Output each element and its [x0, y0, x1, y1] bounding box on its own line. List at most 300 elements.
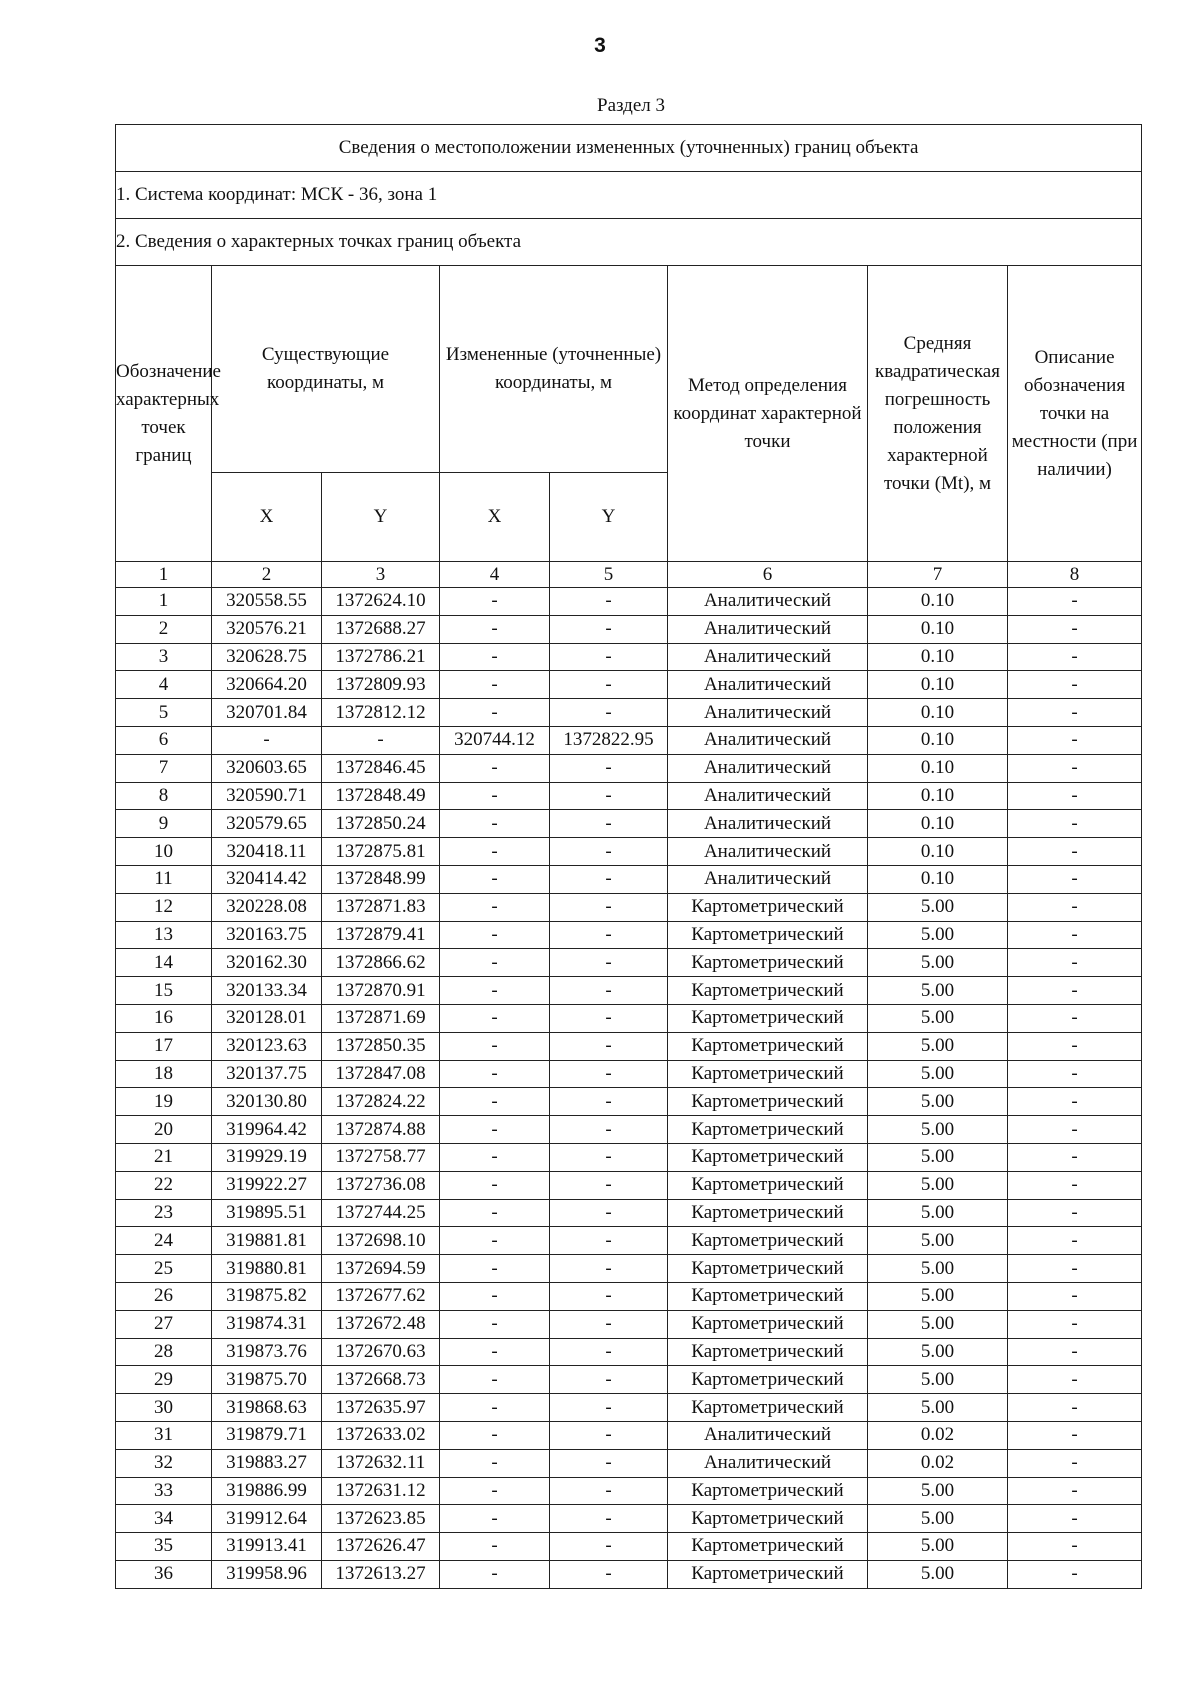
- cell-changed-x: -: [440, 1449, 550, 1477]
- cell-existing-y: 1372870.91: [322, 977, 440, 1005]
- cell-changed-y: -: [550, 977, 668, 1005]
- cell-method: Картометрический: [668, 949, 868, 977]
- cell-existing-x: 319879.71: [212, 1421, 322, 1449]
- cell-point-number: 15: [116, 977, 212, 1005]
- cell-point-number: 36: [116, 1560, 212, 1588]
- table-row: [116, 1032, 1142, 1060]
- cell-description: -: [1008, 782, 1142, 810]
- header-description: Описание обозначения точки на местности (при наличии): [1008, 266, 1142, 562]
- table-row: [116, 782, 1142, 810]
- cell-existing-y: 1372786.21: [322, 643, 440, 671]
- cell-existing-y: 1372879.41: [322, 921, 440, 949]
- column-number: 6: [668, 562, 868, 588]
- cell-existing-y: 1372613.27: [322, 1560, 440, 1588]
- cell-existing-x: 320603.65: [212, 754, 322, 782]
- cell-changed-y: -: [550, 782, 668, 810]
- cell-description: -: [1008, 949, 1142, 977]
- cell-error: 5.00: [868, 1255, 1008, 1283]
- cell-point-number: 11: [116, 865, 212, 893]
- cell-changed-y: -: [550, 865, 668, 893]
- cell-error: 5.00: [868, 1338, 1008, 1366]
- table-row: [116, 838, 1142, 866]
- cell-changed-x: -: [440, 977, 550, 1005]
- cell-error: 5.00: [868, 977, 1008, 1005]
- cell-existing-y: 1372812.12: [322, 699, 440, 727]
- cell-description: -: [1008, 1199, 1142, 1227]
- cell-point-number: 4: [116, 671, 212, 699]
- cell-changed-x: -: [440, 1282, 550, 1310]
- cell-changed-x: -: [440, 1477, 550, 1505]
- cell-error: 5.00: [868, 1394, 1008, 1422]
- cell-point-number: 13: [116, 921, 212, 949]
- cell-description: -: [1008, 921, 1142, 949]
- table-row: [116, 810, 1142, 838]
- cell-error: 5.00: [868, 1560, 1008, 1588]
- table-row: [116, 1505, 1142, 1533]
- cell-description: -: [1008, 615, 1142, 643]
- cell-changed-y: -: [550, 1505, 668, 1533]
- cell-changed-x: -: [440, 1088, 550, 1116]
- cell-point-number: 25: [116, 1255, 212, 1283]
- cell-changed-x: -: [440, 1366, 550, 1394]
- cell-method: Картометрический: [668, 1255, 868, 1283]
- cell-error: 5.00: [868, 1477, 1008, 1505]
- cell-description: -: [1008, 838, 1142, 866]
- cell-method: Картометрический: [668, 977, 868, 1005]
- cell-existing-y: 1372624.10: [322, 588, 440, 616]
- cell-error: 0.10: [868, 643, 1008, 671]
- table-row: [116, 1282, 1142, 1310]
- cell-description: -: [1008, 726, 1142, 754]
- cell-point-number: 19: [116, 1088, 212, 1116]
- column-number: 1: [116, 562, 212, 588]
- cell-changed-x: -: [440, 1533, 550, 1561]
- cell-changed-y: -: [550, 1533, 668, 1561]
- cell-method: Картометрический: [668, 1560, 868, 1588]
- cell-point-number: 12: [116, 893, 212, 921]
- cell-changed-x: -: [440, 1004, 550, 1032]
- cell-error: 0.02: [868, 1421, 1008, 1449]
- cell-error: 0.10: [868, 754, 1008, 782]
- cell-existing-y: 1372874.88: [322, 1116, 440, 1144]
- table-row: [116, 643, 1142, 671]
- cell-error: 0.10: [868, 671, 1008, 699]
- column-number: 2: [212, 562, 322, 588]
- cell-changed-y: -: [550, 1227, 668, 1255]
- cell-existing-x: 320163.75: [212, 921, 322, 949]
- cell-changed-y: -: [550, 754, 668, 782]
- cell-description: -: [1008, 643, 1142, 671]
- cell-existing-y: 1372848.49: [322, 782, 440, 810]
- cell-method: Аналитический: [668, 810, 868, 838]
- cell-method: Картометрический: [668, 893, 868, 921]
- cell-changed-y: -: [550, 1282, 668, 1310]
- cell-method: Картометрический: [668, 1366, 868, 1394]
- table-row: [116, 588, 1142, 616]
- cell-error: 5.00: [868, 921, 1008, 949]
- table-row: [116, 1560, 1142, 1588]
- cell-changed-y: -: [550, 643, 668, 671]
- cell-existing-x: 319875.82: [212, 1282, 322, 1310]
- table-row: [116, 1116, 1142, 1144]
- cell-existing-y: 1372672.48: [322, 1310, 440, 1338]
- cell-point-number: 17: [116, 1032, 212, 1060]
- cell-changed-y: -: [550, 1143, 668, 1171]
- cell-point-number: 10: [116, 838, 212, 866]
- cell-point-number: 16: [116, 1004, 212, 1032]
- cell-point-number: 24: [116, 1227, 212, 1255]
- cell-description: -: [1008, 754, 1142, 782]
- cell-description: -: [1008, 1227, 1142, 1255]
- cell-description: -: [1008, 1366, 1142, 1394]
- cell-changed-x: -: [440, 921, 550, 949]
- cell-point-number: 18: [116, 1060, 212, 1088]
- cell-changed-y: -: [550, 1255, 668, 1283]
- cell-method: Аналитический: [668, 615, 868, 643]
- cell-existing-x: 320123.63: [212, 1032, 322, 1060]
- cell-existing-x: 319881.81: [212, 1227, 322, 1255]
- cell-existing-y: 1372871.69: [322, 1004, 440, 1032]
- table-row: [116, 1227, 1142, 1255]
- cell-changed-y: -: [550, 699, 668, 727]
- cell-changed-y: -: [550, 1310, 668, 1338]
- cell-method: Картометрический: [668, 1088, 868, 1116]
- cell-point-number: 1: [116, 588, 212, 616]
- cell-existing-x: 319868.63: [212, 1394, 322, 1422]
- header-existing-y: Y: [322, 473, 440, 562]
- cell-existing-y: 1372633.02: [322, 1421, 440, 1449]
- cell-existing-y: 1372698.10: [322, 1227, 440, 1255]
- cell-existing-x: 319964.42: [212, 1116, 322, 1144]
- cell-existing-y: 1372694.59: [322, 1255, 440, 1283]
- cell-existing-x: 320137.75: [212, 1060, 322, 1088]
- cell-method: Картометрический: [668, 1477, 868, 1505]
- cell-description: -: [1008, 1088, 1142, 1116]
- cell-point-number: 14: [116, 949, 212, 977]
- cell-point-number: 33: [116, 1477, 212, 1505]
- cell-method: Аналитический: [668, 643, 868, 671]
- cell-changed-y: -: [550, 671, 668, 699]
- cell-existing-x: 320133.34: [212, 977, 322, 1005]
- cell-changed-x: -: [440, 1227, 550, 1255]
- cell-description: -: [1008, 1143, 1142, 1171]
- cell-existing-y: 1372635.97: [322, 1394, 440, 1422]
- cell-changed-y: -: [550, 1366, 668, 1394]
- cell-method: Картометрический: [668, 1338, 868, 1366]
- table-row: [116, 949, 1142, 977]
- page-number: 3: [594, 34, 606, 57]
- table-row: [116, 1338, 1142, 1366]
- cell-method: Аналитический: [668, 726, 868, 754]
- cell-point-number: 27: [116, 1310, 212, 1338]
- column-number: 4: [440, 562, 550, 588]
- cell-changed-y: -: [550, 949, 668, 977]
- header-error: Средняя квадратическая погрешность положения характерной точки (Mt), м: [868, 266, 1008, 562]
- cell-existing-x: 320576.21: [212, 615, 322, 643]
- cell-existing-x: 319895.51: [212, 1199, 322, 1227]
- cell-changed-x: -: [440, 1143, 550, 1171]
- header-method: Метод определения координат характерной точки: [668, 266, 868, 562]
- cell-existing-x: 320664.20: [212, 671, 322, 699]
- cell-changed-x: -: [440, 1310, 550, 1338]
- cell-error: 5.00: [868, 1227, 1008, 1255]
- cell-description: -: [1008, 1449, 1142, 1477]
- cell-description: -: [1008, 1421, 1142, 1449]
- cell-description: -: [1008, 1255, 1142, 1283]
- cell-description: -: [1008, 1505, 1142, 1533]
- table-row: [116, 1477, 1142, 1505]
- column-number: 5: [550, 562, 668, 588]
- cell-existing-x: 320590.71: [212, 782, 322, 810]
- points-heading: 2. Сведения о характерных точках границ объекта: [116, 219, 1142, 266]
- cell-existing-x: 319873.76: [212, 1338, 322, 1366]
- cell-point-number: 32: [116, 1449, 212, 1477]
- cell-point-number: 7: [116, 754, 212, 782]
- table-row: [116, 699, 1142, 727]
- cell-existing-x: 319922.27: [212, 1171, 322, 1199]
- cell-existing-y: 1372875.81: [322, 838, 440, 866]
- cell-error: 5.00: [868, 1533, 1008, 1561]
- cell-error: 5.00: [868, 1171, 1008, 1199]
- cell-description: -: [1008, 977, 1142, 1005]
- cell-changed-x: -: [440, 1505, 550, 1533]
- cell-description: -: [1008, 1310, 1142, 1338]
- cell-changed-x: -: [440, 643, 550, 671]
- header-existing-coordinates: Существующие координаты, м: [212, 266, 440, 473]
- cell-point-number: 31: [116, 1421, 212, 1449]
- cell-existing-y: 1372668.73: [322, 1366, 440, 1394]
- table-row: [116, 726, 1142, 754]
- cell-existing-y: 1372623.85: [322, 1505, 440, 1533]
- cell-point-number: 8: [116, 782, 212, 810]
- cell-changed-x: -: [440, 1394, 550, 1422]
- cell-existing-y: 1372632.11: [322, 1449, 440, 1477]
- cell-method: Аналитический: [668, 1421, 868, 1449]
- cell-point-number: 28: [116, 1338, 212, 1366]
- cell-existing-x: 320228.08: [212, 893, 322, 921]
- cell-error: 5.00: [868, 1199, 1008, 1227]
- table-row: [116, 865, 1142, 893]
- header-changed-y: Y: [550, 473, 668, 562]
- cell-existing-x: 319886.99: [212, 1477, 322, 1505]
- cell-method: Картометрический: [668, 1505, 868, 1533]
- table-row: [116, 1143, 1142, 1171]
- cell-point-number: 34: [116, 1505, 212, 1533]
- section-title: Раздел 3: [597, 95, 665, 116]
- cell-changed-x: -: [440, 1421, 550, 1449]
- cell-changed-y: -: [550, 1088, 668, 1116]
- cell-changed-y: -: [550, 1449, 668, 1477]
- table-row: [116, 1004, 1142, 1032]
- cell-error: 5.00: [868, 1505, 1008, 1533]
- table-row: [116, 1199, 1142, 1227]
- cell-method: Картометрический: [668, 1116, 868, 1144]
- table-row: [116, 893, 1142, 921]
- cell-changed-y: -: [550, 1199, 668, 1227]
- cell-existing-x: -: [212, 726, 322, 754]
- cell-error: 0.10: [868, 588, 1008, 616]
- cell-existing-y: 1372744.25: [322, 1199, 440, 1227]
- table-row: [116, 1533, 1142, 1561]
- cell-point-number: 26: [116, 1282, 212, 1310]
- cell-existing-x: 320418.11: [212, 838, 322, 866]
- table-row: [116, 1060, 1142, 1088]
- cell-point-number: 35: [116, 1533, 212, 1561]
- table-row: [116, 1310, 1142, 1338]
- cell-point-number: 22: [116, 1171, 212, 1199]
- cell-method: Аналитический: [668, 588, 868, 616]
- cell-changed-y: -: [550, 921, 668, 949]
- cell-existing-y: 1372626.47: [322, 1533, 440, 1561]
- table-row: [116, 754, 1142, 782]
- table-row: [116, 1449, 1142, 1477]
- cell-error: 5.00: [868, 1116, 1008, 1144]
- cell-existing-y: 1372631.12: [322, 1477, 440, 1505]
- cell-changed-x: -: [440, 893, 550, 921]
- cell-changed-x: -: [440, 699, 550, 727]
- cell-existing-x: 320628.75: [212, 643, 322, 671]
- cell-point-number: 20: [116, 1116, 212, 1144]
- cell-existing-y: 1372688.27: [322, 615, 440, 643]
- cell-method: Картометрический: [668, 1310, 868, 1338]
- cell-error: 0.10: [868, 782, 1008, 810]
- cell-point-number: 5: [116, 699, 212, 727]
- header-changed-coordinates: Измененные (уточненные) координаты, м: [440, 266, 668, 473]
- cell-point-number: 9: [116, 810, 212, 838]
- cell-method: Картометрический: [668, 1199, 868, 1227]
- table-row: [116, 671, 1142, 699]
- table-title: Сведения о местоположении измененных (уточненных) границ объекта: [116, 125, 1142, 172]
- cell-error: 0.10: [868, 810, 1008, 838]
- cell-existing-y: 1372809.93: [322, 671, 440, 699]
- cell-error: 0.10: [868, 615, 1008, 643]
- cell-error: 5.00: [868, 1366, 1008, 1394]
- cell-changed-y: -: [550, 1116, 668, 1144]
- cell-point-number: 23: [116, 1199, 212, 1227]
- column-number: 8: [1008, 562, 1142, 588]
- cell-changed-y: -: [550, 1060, 668, 1088]
- cell-changed-x: -: [440, 671, 550, 699]
- table-row: [116, 1255, 1142, 1283]
- cell-method: Картометрический: [668, 1533, 868, 1561]
- cell-description: -: [1008, 1032, 1142, 1060]
- cell-changed-y: -: [550, 810, 668, 838]
- header-changed-x: X: [440, 473, 550, 562]
- cell-existing-x: 319883.27: [212, 1449, 322, 1477]
- cell-method: Аналитический: [668, 838, 868, 866]
- cell-method: Картометрический: [668, 1171, 868, 1199]
- cell-description: -: [1008, 588, 1142, 616]
- cell-changed-y: -: [550, 1394, 668, 1422]
- cell-changed-x: -: [440, 1560, 550, 1588]
- cell-existing-y: 1372846.45: [322, 754, 440, 782]
- cell-existing-y: 1372824.22: [322, 1088, 440, 1116]
- cell-existing-y: -: [322, 726, 440, 754]
- cell-error: 5.00: [868, 1032, 1008, 1060]
- cell-method: Картометрический: [668, 1032, 868, 1060]
- cell-changed-y: -: [550, 1421, 668, 1449]
- cell-existing-x: 319929.19: [212, 1143, 322, 1171]
- boundary-points-table: [115, 124, 1142, 1589]
- cell-method: Аналитический: [668, 671, 868, 699]
- cell-changed-x: -: [440, 1032, 550, 1060]
- cell-existing-x: 319874.31: [212, 1310, 322, 1338]
- cell-changed-x: -: [440, 754, 550, 782]
- cell-method: Картометрический: [668, 1394, 868, 1422]
- cell-error: 0.10: [868, 726, 1008, 754]
- cell-changed-x: -: [440, 615, 550, 643]
- coordinate-system: 1. Система координат: МСК - 36, зона 1: [116, 172, 1142, 219]
- cell-changed-x: -: [440, 1060, 550, 1088]
- table-row: [116, 1366, 1142, 1394]
- column-number: 7: [868, 562, 1008, 588]
- cell-error: 5.00: [868, 1004, 1008, 1032]
- cell-description: -: [1008, 865, 1142, 893]
- cell-changed-x: -: [440, 1255, 550, 1283]
- cell-method: Картометрический: [668, 1004, 868, 1032]
- cell-existing-y: 1372677.62: [322, 1282, 440, 1310]
- cell-method: Картометрический: [668, 921, 868, 949]
- cell-changed-y: -: [550, 1477, 668, 1505]
- cell-method: Аналитический: [668, 865, 868, 893]
- cell-changed-y: -: [550, 1560, 668, 1588]
- cell-existing-y: 1372670.63: [322, 1338, 440, 1366]
- cell-point-number: 21: [116, 1143, 212, 1171]
- cell-method: Аналитический: [668, 782, 868, 810]
- cell-existing-y: 1372866.62: [322, 949, 440, 977]
- column-number: 3: [322, 562, 440, 588]
- cell-error: 5.00: [868, 1282, 1008, 1310]
- table-row: [116, 1171, 1142, 1199]
- cell-changed-x: -: [440, 838, 550, 866]
- cell-existing-y: 1372758.77: [322, 1143, 440, 1171]
- cell-changed-x: -: [440, 949, 550, 977]
- cell-existing-y: 1372847.08: [322, 1060, 440, 1088]
- cell-changed-y: -: [550, 1338, 668, 1366]
- cell-existing-x: 320128.01: [212, 1004, 322, 1032]
- cell-changed-y: 1372822.95: [550, 726, 668, 754]
- cell-description: -: [1008, 699, 1142, 727]
- cell-changed-x: -: [440, 1199, 550, 1227]
- cell-error: 0.10: [868, 838, 1008, 866]
- cell-existing-x: 320579.65: [212, 810, 322, 838]
- cell-changed-y: -: [550, 615, 668, 643]
- table-row: [116, 1088, 1142, 1116]
- cell-error: 5.00: [868, 1310, 1008, 1338]
- cell-existing-x: 319912.64: [212, 1505, 322, 1533]
- cell-description: -: [1008, 810, 1142, 838]
- cell-existing-y: 1372736.08: [322, 1171, 440, 1199]
- cell-changed-y: -: [550, 893, 668, 921]
- cell-error: 0.10: [868, 699, 1008, 727]
- cell-method: Аналитический: [668, 1449, 868, 1477]
- cell-description: -: [1008, 1004, 1142, 1032]
- cell-error: 5.00: [868, 1143, 1008, 1171]
- cell-description: -: [1008, 1171, 1142, 1199]
- cell-changed-x: -: [440, 1338, 550, 1366]
- cell-changed-y: -: [550, 1171, 668, 1199]
- cell-point-number: 3: [116, 643, 212, 671]
- cell-description: -: [1008, 893, 1142, 921]
- cell-method: Картометрический: [668, 1060, 868, 1088]
- cell-error: 5.00: [868, 1060, 1008, 1088]
- cell-method: Аналитический: [668, 754, 868, 782]
- cell-method: Картометрический: [668, 1143, 868, 1171]
- cell-changed-x: -: [440, 810, 550, 838]
- table-row: [116, 615, 1142, 643]
- cell-existing-x: 319875.70: [212, 1366, 322, 1394]
- cell-existing-y: 1372871.83: [322, 893, 440, 921]
